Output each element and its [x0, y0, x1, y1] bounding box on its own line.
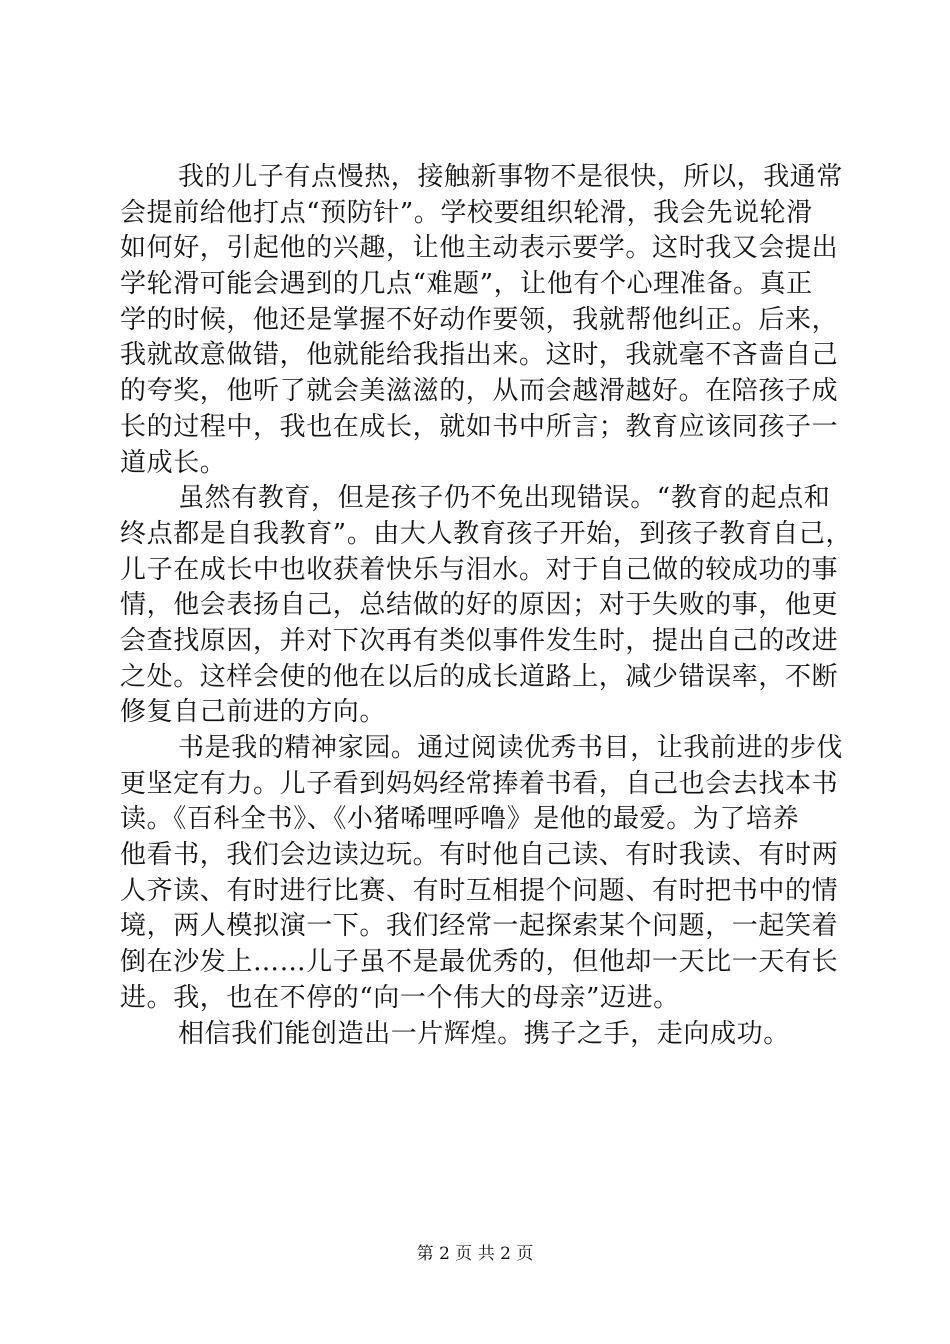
text-line: 我的儿子有点慢热，接触新事物不是很快，所以，我通常 [178, 162, 844, 192]
paragraph-4 [120, 1017, 832, 1053]
text-line: 倒在沙发上……儿子虽不是最优秀的，但他却一天比一天有长 [120, 947, 839, 978]
paragraph-3 [120, 731, 844, 1017]
text-line: 如何好，引起他的兴趣，让他主动表示要学。这时我又会提出 [120, 233, 839, 264]
text-line: 学的时候，他还是掌握不好动作要领，我就帮他纠正。后来， [120, 304, 839, 335]
text-line: 会提前给他打点“预防针”。学校要组织轮滑，我会先说轮滑 [120, 197, 813, 228]
text-line: 境，两人模拟演一下。我们经常一起探索某个问题，一起笑着 [120, 911, 839, 942]
paragraph-2 [120, 481, 853, 731]
text-line: 长的过程中，我也在成长，就如书中所言；教育应该同孩子一 [120, 411, 839, 442]
text-line: 会查找原因，并对下次再有类似事件发生时，提出自己的改进 [120, 625, 839, 656]
text-line: 道成长。 [120, 447, 227, 478]
text-line: 终点都是自我教育”。由大人教育孩子开始，到孩子教育自己， [120, 518, 853, 549]
text-line: 人齐读、有时进行比赛、有时互相提个问题、有时把书中的情 [120, 875, 839, 906]
text-line: 的夸奖，他听了就会美滋滋的，从而会越滑越好。在陪孩子成 [120, 376, 839, 407]
document-body [120, 160, 853, 1052]
text-line: 学轮滑可能会遇到的几点“难题”，让他有个心理准备。真正 [120, 269, 813, 300]
text-line: 更坚定有力。儿子看到妈妈经常捧着书看，自己也会去找本书 [120, 768, 839, 799]
text-line: 相信我们能创造出一片辉煌。携子之手，走向成功。 [178, 1018, 790, 1049]
text-line: 儿子在成长中也收获着快乐与泪水。对于自己做的较成功的事 [120, 554, 839, 585]
text-line: 他看书，我们会边读边玩。有时他自己读、有时我读、有时两 [120, 840, 839, 871]
text-line: 读。《百科全书》、《小猪唏哩呼噜》是他的最爱。为了培养 [120, 804, 800, 835]
text-line: 情，他会表扬自己，总结做的好的原因；对于失败的事，他更 [120, 590, 839, 621]
page-footer: 第 2 页 共 2 页 [416, 1244, 534, 1264]
text-line: 虽然有教育，但是孩子仍不免出现错误。“教育的起点和 [178, 483, 831, 514]
text-line: 进。我，也在不停的“向一个伟大的母亲”迈进。 [120, 982, 680, 1013]
text-line: 书是我的精神家园。通过阅读优秀书目，让我前进的步伐 [178, 733, 844, 763]
paragraph-1 [120, 160, 844, 481]
text-line: 我就故意做错，他就能给我指出来。这时，我就毫不吝啬自己 [120, 340, 839, 371]
text-line: 之处。这样会使的他在以后的成长道路上，减少错误率，不断 [120, 661, 839, 692]
text-line: 修复自己前进的方向。 [120, 697, 387, 728]
